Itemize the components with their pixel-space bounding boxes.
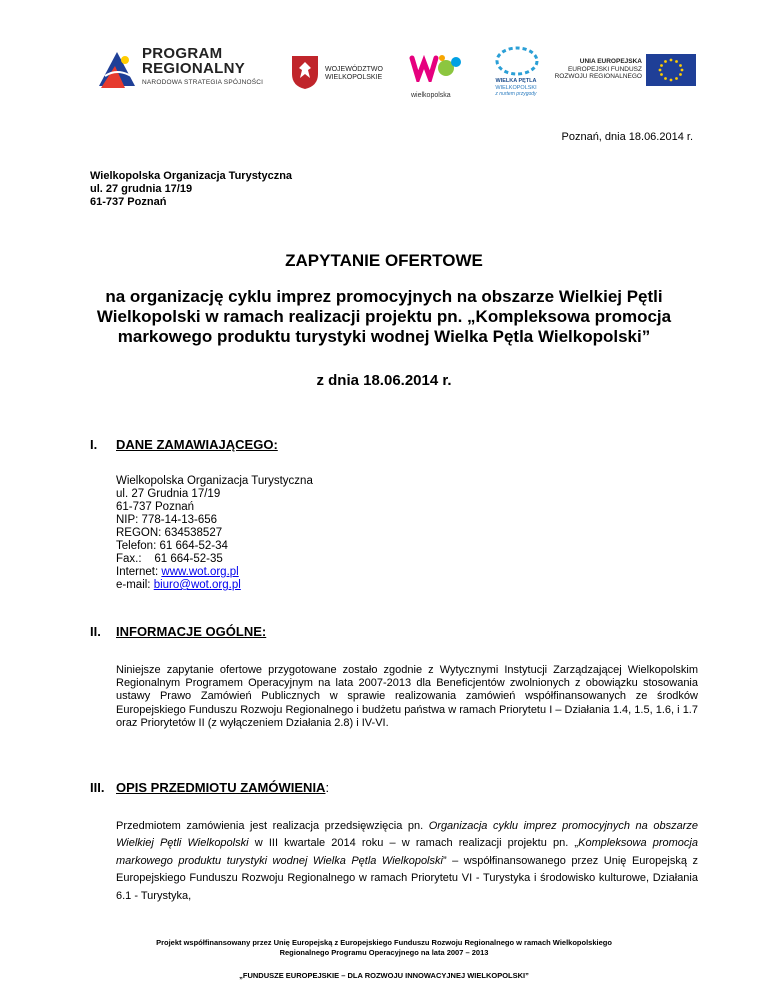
paragraph-text: Przedmiotem zamówienia jest realizacja przedsięwzięcia pn.: [116, 820, 429, 832]
paragraph-italic: Organizacja cyklu imprez promocyjnych na obszarze Wielkiej Pętli Wielkopolski: [116, 820, 698, 850]
wielka-petla-text: [483, 78, 549, 98]
paragraph-italic: Kompleksowa promocja markowego produktu turystyki wodnej Wielka Pętla Wielkopolski: [116, 837, 698, 867]
section-paragraph: Niniejsze zapytanie ofertowe przygotowane zostało zgodnie z Wytycznymi Instytucji Zarządzającej Wielkopolskim Regionalnym Programem Operacyjnym na lata 2007-2013 dla Beneficjentów zwolnionych z obowiązku stosowania ustawy Prawo Zamówień Publicznych w sprawie realizowania zamówień współfinansowanych ze środków Europejskiego Funduszu Rozwoju Regionalnego i budżetu państwa w ramach Priorytetu I – Działania 1.4, 1.5, 1.6, i 1.7 oraz Priorytetów II (z wyłączeniem Działania 2.8) i IV-VI.: [116, 664, 698, 729]
program-regionalny-text: [142, 46, 263, 86]
contact-regon: REGON: 634538527: [116, 527, 223, 539]
paragraph-text: w III kwartale 2014 roku – w ramach realizacji projektu pn. „: [248, 837, 579, 850]
address-line: ul. 27 grudnia 17/19: [90, 183, 193, 195]
address-line: 61-737 Poznań: [90, 196, 167, 208]
wojewodztwo-label: WOJEWÓDZTWO: [325, 66, 383, 73]
email-label: e-mail:: [116, 579, 154, 591]
address-line: Wielkopolska Organizacja Turystyczna: [90, 170, 293, 182]
program-label: PROGRAM: [142, 45, 223, 62]
fundusz-label: EUROPEJSKI FUNDUSZ: [567, 65, 642, 73]
contact-street: ul. 27 Grudnia 17/19: [116, 488, 221, 500]
unia-text: [552, 58, 642, 81]
contact-internet: [116, 566, 313, 579]
wielkopolska-label: wielkopolska: [411, 92, 451, 99]
document-subtitle: na organizację cyklu imprez promocyjnych na obszarze Wielkiej Pętli Wielkopolski w ramach realizacji projektu pn. „Kompleksowa promocja markowego produktu turystyki wodnej Wielka Pętla Wielkopolski”: [96, 287, 672, 346]
strategia-label: NARODOWA STRATEGIA SPÓJNOŚCI: [142, 79, 264, 86]
contact-info: [116, 475, 313, 592]
unia-label: UNIA EUROPEJSKA: [579, 58, 642, 65]
email-link[interactable]: biuro@wot.org.pl: [153, 579, 241, 591]
section-colon: :: [325, 780, 330, 795]
rozwoju-label: ROZWOJU REGIONALNEGO: [554, 73, 642, 80]
section-heading: [90, 780, 329, 795]
footer-line: Regionalnego Programu Operacyjnego na lata 2007 – 2013: [279, 948, 489, 957]
paragraph-text: ” – współfinansowanego przez Unię Europejską z Europejskiego Funduszu Rozwoju Regionalnego w ramach Priorytetu VI - Turystyka i środowisko kulturowe, Działania 6.1 - Turystyka,: [116, 854, 698, 902]
website-link[interactable]: www.wot.org.pl: [161, 566, 239, 578]
wojewodztwo-text: [325, 66, 383, 82]
contact-name: Wielkopolska Organizacja Turystyczna: [116, 475, 313, 487]
contact-nip: NIP: 778-14-13-656: [116, 514, 218, 526]
regionalny-label: REGIONALNY: [142, 60, 246, 77]
section-label: INFORMACJE OGÓLNE:: [116, 624, 267, 639]
wielkopolski-label: WIELKOPOLSKI: [495, 84, 537, 91]
section-paragraph: [116, 818, 698, 905]
wielkopolskie-label: WIELKOPOLSKIE: [325, 74, 383, 81]
wielkopolska-crest-icon: [290, 54, 320, 90]
document-title: ZAPYTANIE OFERTOWE: [285, 251, 483, 270]
wielkopolska-logo-icon: [408, 52, 464, 82]
wielka-petla-label: WIELKA PĘTLA: [495, 78, 537, 84]
section-label: OPIS PRZEDMIOTU ZAMÓWIENIA: [116, 780, 326, 795]
footer-funding: [0, 938, 768, 958]
section-number: I.: [90, 437, 98, 452]
document-date: Poznań, dnia 18.06.2014 r.: [561, 131, 693, 143]
section-heading: [90, 624, 266, 639]
program-regionalny-logo-icon: [95, 46, 139, 92]
nurt-label: z nurtem przygody: [495, 91, 537, 97]
recipient-address: [90, 170, 292, 209]
section-number: III.: [90, 780, 105, 795]
internet-label: Internet:: [116, 566, 162, 578]
footer-slogan: „FUNDUSZE EUROPEJSKIE – DLA ROZWOJU INNOWACYJNEJ WIELKOPOLSKI”: [239, 971, 529, 980]
section-heading: [90, 437, 278, 452]
footer-line: Projekt współfinansowany przez Unię Europejską z Europejskiego Funduszu Rozwoju Regionalnego w ramach Wielkopolskiego: [156, 938, 612, 947]
contact-phone: Telefon: 61 664-52-34: [116, 540, 228, 552]
contact-fax: Fax.: 61 664-52-35: [116, 553, 223, 565]
section-number: II.: [90, 624, 101, 639]
section-label: DANE ZAMAWIAJĄCEGO:: [116, 437, 278, 452]
contact-city: 61-737 Poznań: [116, 501, 195, 513]
contact-email: [116, 579, 313, 592]
document-date-title: z dnia 18.06.2014 r.: [316, 372, 452, 389]
eu-flag-icon: [646, 54, 696, 86]
